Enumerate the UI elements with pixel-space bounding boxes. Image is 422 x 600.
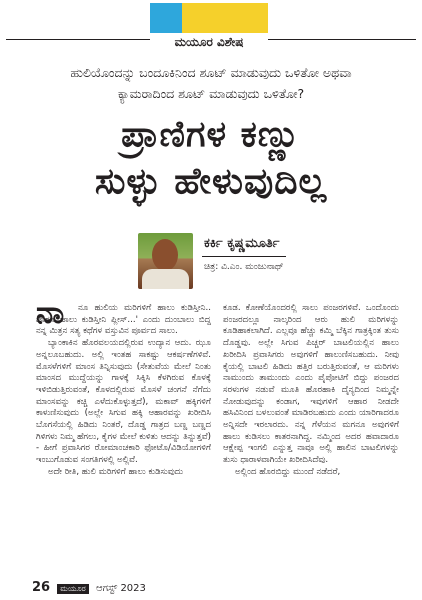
body-column-2: [223, 303, 399, 479]
issue-date: ಆಗಸ್ಟ್ 2023: [95, 583, 146, 594]
headline: [0, 112, 422, 206]
section-title: ಮಯೂರ ವಿಶೇಷ: [150, 33, 268, 51]
body-paragraph: ಬ್ಯಾಂಕಾಕಿನ ಹೊರವಲಯದಲ್ಲಿರುವ ಉದ್ಯಾನ ಆದು. ಝೂ ಅನ್ನಲೂಬಹುದು. ಅಲ್ಲಿ ಇಂತಹ ಸಾಕಷ್ಟು ಆಕರ್ಷಣೆಗಳಿವೆ. ಮೊಸಳೆಗಳಿಗೆ ಮಾಂಸ ತಿನ್ನಿಸುವುದು (ಸೇತುವೆಯ ಮೇಲೆ ನಿಂತು ಮಾಂಸದ ಮುದ್ದೆಯನ್ನು ಗಾಳಕ್ಕೆ ಸಿಕ್ಕಿಸಿ ಕೆಳಗಿರುವ ಕೊಳಕ್ಕೆ ಇಳಿಬಿಡುತ್ತಿರುವಂತೆ, ಕೊಳದಲ್ಲಿರುವ ಮೊಸಳೆ ಚಂಗನೆ ನೆಗೆದು ಮಾಂಸವನ್ನು ಕಚ್ಚಿ ಎಳೆದುಕೊಳ್ಳುತ್ತದೆ), ಮಕಾವ್ ಹಕ್ಕಿಗಳಿಗೆ ಕಾಳುಣಿಸುವುದು (ಅಲ್ಲೇ ಸಿಗುವ ಹಕ್ಕಿ ಆಹಾರವನ್ನು ಖರೀದಿಸಿ ಬೊಗಸೆಯಲ್ಲಿ ಹಿಡಿದು ನಿಂತರೆ, ದೊಡ್ಡ ಗಾತ್ರದ ಬಣ್ಣ ಬಣ್ಣದ ಗಿಳಿಗಳು ನಿಮ್ಮ ಹೆಗಲು, ಕೈಗಳ ಮೇಲೆ ಕುಳಿತು ಆದನ್ನು ತಿನ್ನುತ್ತವೆ) - ಹೀಗೆ ಪ್ರವಾಸಿಗರ ರೋಮಾಂಚಕಾರಿ ಫೋಟೊ/ವಿಡಿಯೋಗಳಿಗೆ ಇಂಬುಗೊಡುವ ಸಂಗತಿಗಳಲ್ಲಿ ಅಲ್ಲಿವೆ.: [36, 338, 211, 466]
body-paragraph: ಅಲ್ಲಿಂದ ಹೊರಬಿದ್ದು ಮುಂದೆ ನಡೆದರೆ,: [235, 466, 341, 477]
ribbon-blue-block: [150, 3, 182, 33]
drop-cap: ನಾ: [36, 295, 65, 331]
headline-line-2: ಸುಳ್ಳು ಹೇಳುವುದಿಲ್ಲ: [94, 161, 328, 202]
page-footer: [32, 580, 146, 595]
header-rule-right: [268, 39, 416, 40]
body-paragraph: ಕೂಡ. ಕೋಣೆಯೊಂದರಲ್ಲಿ ಸಾಲು ಪಂಜರಗಳಿವೆ. ಒಂದೊಂದು ಪಂಜರದಲ್ಲೂ ನಾಲ್ಕರಿಂದ ಆರು ಹುಲಿ ಮರಿಗಳನ್ನು ಕೂಡಿಹಾಕಲಾಗಿದೆ. ಎಲ್ಲವೂ ಹೆಚ್ಚು ಕಮ್ಮಿ ಬೆಕ್ಕಿನ ಗಾತ್ರಕ್ಕಿಂತ ತುಸು ದೊಡ್ಡವು. ಅಲ್ಲೇ ಸಿಗುವ ಪಿಚ್ಚರ್ ಬಾಟಲಿಯಲ್ಲಿನ ಹಾಲು ಖರೀದಿಸಿ ಪ್ರವಾಸಿಗರು ಅವುಗಳಿಗೆ ಹಾಲುಣಿಸಬಹುದು. ನೀವು ಕೈಯಲ್ಲಿ ಬಾಟಲಿ ಹಿಡಿದು ಹತ್ತಿರ ಬರುತ್ತಿರುವಂತೆ, ಆ ಮರಿಗಳು ನಾಮುಂದು ತಾಮುಂದು ಎಂದು ಪೈಪೋಟಿಗೆ ಬಿದ್ದು ಪಂಜರದ ಸರಳುಗಳ ನಡುವೆ ಮೂತಿ ಹೊರಹಾಕಿ ದೈನ್ಯದಿಂದ ನಿಮ್ಮನ್ನೇ ನೋಡುವುದನ್ನು ಕಂಡಾಗ, ಇವುಗಳಿಗೆ ಆಹಾರ ನೀಡದೇ ಹಸಿವಿನಿಂದ ಬಳಲುವಂತೆ ಮಾಡಿರಬಹುದು ಎಂದು ಯಾರಿಗಾದರೂ ಅನ್ನಿಸದೇ ಇರಲಾರದು. ನನ್ನ ಗೆಳೆಯನ ಮಗನೂ ಅವುಗಳಿಗೆ ಹಾಲು ಕುಡಿಸಲು ಕಾತರನಾಗಿದ್ದ. ನಮ್ಮಿಂದ ಅದರ ಹವಾದಾರೂ ಆಕ್ಷೇಪ್ಪ ಇಂಗಲಿ ಎನ್ನುತ್ತ ನಾವೂ ಅಲ್ಲಿ ಹಾಲಿನ ಬಾಟಲಿಗಳನ್ನು ತುಸು ಧಾರಾಳವಾಗಿಯೇ ಖರೀದಿಸಿದೆವು.: [223, 303, 399, 466]
header-rule-left: [6, 39, 150, 40]
author-face: [152, 239, 178, 271]
section-ribbon: [150, 3, 268, 47]
author-name: ಕರ್ಕಿ ಕೃಷ್ಣಮೂರ್ತಿ: [204, 236, 280, 251]
author-rule: [202, 256, 286, 257]
body-column-1: [36, 303, 211, 479]
page-number: 26: [32, 580, 51, 595]
body-paragraph: ನೂ ಹುಲಿಯ ಮರಿಗಳಿಗೆ ಹಾಲು ಕುಡಿಸ್ತೀನಿ.. ಹಾಗೂ ಹಾಲು ಕುಡಿಸ್ತೀನಿ ಪ್ಲೀಸ್...' ಎಂದು ದುಂಬಾಲು ಬಿದ್ದ ನನ್ನ ಮಿತ್ರನ ಸತ್ಯ ಕಥೆಗಳ ವಸ್ತುವಿನ ಪೂರ್ವದ ಸಾಲು.: [36, 303, 211, 337]
footer-brand: ಮಯೂರ: [57, 584, 89, 594]
headline-line-1: ಪ್ರಾಣಿಗಳ ಕಣ್ಣು: [121, 114, 301, 155]
ribbon-yellow-block: [182, 3, 268, 33]
kicker-line-2: ಕ್ಯಾಮರಾದಿಂದ ಶೂಟ್ ಮಾಡುವುದು ಒಳಿತೋ?: [117, 86, 305, 101]
photo-credit: ಚಿತ್ರ: ವಿ.ಎಂ. ಮಂಜುನಾಥ್: [204, 262, 284, 272]
author-shirt: [142, 269, 189, 289]
body-paragraph: ಅದೇ ರೀತಿ, ಹುಲಿ ಮರಿಗಳಿಗೆ ಹಾಲು ಕುಡಿಸುವುದು: [48, 466, 184, 477]
kicker-line-1: ಹುಲಿಯೊಂದನ್ನು ಬಂದೂಕಿನಿಂದ ಶೂಟ್ ಮಾಡುವುದು ಒಳಿತೋ ಅಥವಾ: [70, 65, 352, 80]
kicker: [28, 62, 394, 104]
author-photo: [138, 233, 193, 289]
